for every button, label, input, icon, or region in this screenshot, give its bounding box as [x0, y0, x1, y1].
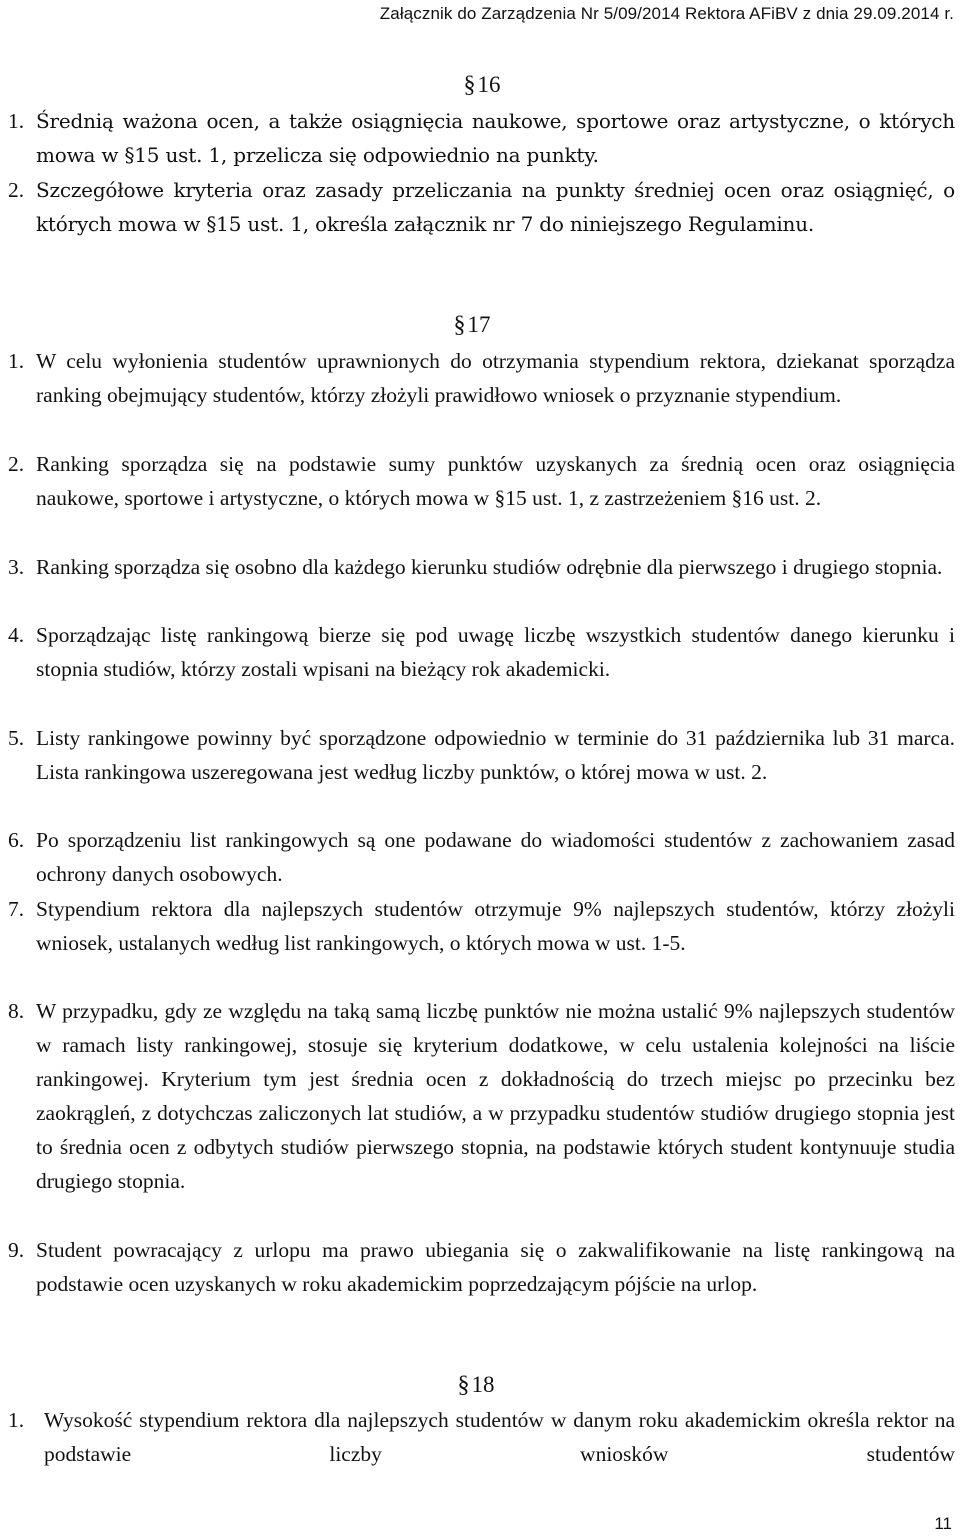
paragraph-number: 8. [8, 999, 25, 1023]
paragraph-number: 1. [8, 349, 25, 373]
paragraph-17-3 [8, 550, 955, 584]
paragraph-number: 2. [8, 178, 25, 202]
paragraph-text: Ranking sporządza się osobno dla każdego kierunku studiów odrębnie dla pierwszego i drugiego stopnia. [36, 555, 943, 579]
section-mark: § [453, 312, 466, 338]
paragraph-number: 1. [8, 109, 25, 133]
paragraph-number: 4. [8, 623, 25, 647]
paragraph-text: Wysokość stypendium rektora dla najlepszych studentów w danym roku akademickim określa rektor na podstawie liczby wniosków studentów [44, 1408, 955, 1466]
section-mark: § [463, 72, 476, 98]
section-number: 18 [471, 1372, 495, 1397]
paragraph-text: Listy rankingowe powinny być sporządzone odpowiednio w terminie do 31 października lub 31 marca. Lista rankingowa uszeregowana jest według liczby punktów, o której mowa w ust. 2. [36, 726, 955, 784]
section-heading-17 [412, 312, 532, 339]
paragraph-text: Student powracający z urlopu ma prawo ubiegania się o zakwalifikowanie na listę rankingową na podstawie ocen uzyskanych w roku akademickim poprzedzającym pójście na urlop. [36, 1238, 955, 1296]
paragraph-17-9 [8, 1233, 955, 1301]
paragraph-text: Szczegółowe kryteria oraz zasady przeliczania na punkty średniej ocen oraz osiągnięć, o których mowa w §15 ust. 1, określa załącznik nr 7 do niniejszego Regulaminu. [36, 178, 955, 236]
paragraph-number: 3. [8, 555, 25, 579]
paragraph-16-1 [8, 104, 955, 172]
paragraph-17-5 [8, 721, 955, 789]
paragraph-text: Ranking sporządza się na podstawie sumy punktów uzyskanych za średnią ocen oraz osiągnięcia naukowe, sportowe i artystyczne, o których mowa w §15 ust. 1, z zastrzeżeniem §16 ust. 2. [36, 452, 955, 510]
section-number: 17 [467, 312, 491, 337]
page-number: 11 [934, 1514, 952, 1533]
document-header: Załącznik do Zarządzenia Nr 5/09/2014 Rektora AFiBV z dnia 29.09.2014 r. [379, 4, 954, 23]
paragraph-number: 9. [8, 1238, 25, 1262]
paragraph-17-1 [8, 344, 955, 412]
paragraph-text: Sporządzając listę rankingową bierze się pod uwagę liczbę wszystkich studentów danego kierunku i stopnia studiów, którzy zostali wpisani na bieżący rok akademicki. [36, 623, 955, 681]
paragraph-number: 7. [8, 897, 25, 921]
paragraph-number: 1. [8, 1408, 25, 1432]
paragraph-18-1 [8, 1403, 955, 1471]
paragraph-17-4 [8, 618, 955, 686]
paragraph-17-7 [8, 892, 955, 960]
section-heading-16 [422, 72, 542, 99]
section-mark: § [457, 1372, 470, 1398]
paragraph-text: Po sporządzeniu list rankingowych są one podawane do wiadomości studentów z zachowaniem zasad ochrony danych osobowych. [36, 828, 955, 886]
paragraph-text: W przypadku, gdy ze względu na taką samą liczbę punktów nie można ustalić 9% najlepszych studentów w ramach listy rankingowej, stosuje się kryterium dodatkowe, w celu ustalenia kolejności na liście rankingowej. Kryterium tym jest średnia ocen z dokładnością do trzech miejsc po przecinku bez zaokrągleń, z dotychczas zaliczonych lat studiów, a w przypadku studentów studiów drugiego stopnia jest to średnia ocen z odbytych studiów pierwszego stopnia, na podstawie których student kontynuuje studia drugiego stopnia. [36, 999, 955, 1193]
paragraph-17-2 [8, 447, 955, 515]
paragraph-number: 2. [8, 452, 25, 476]
paragraph-16-2 [8, 173, 955, 241]
paragraph-text: Stypendium rektora dla najlepszych studentów otrzymuje 9% najlepszych studentów, którzy złożyli wniosek, ustalanych według list rankingowych, o których mowa w ust. 1-5. [36, 897, 955, 955]
paragraph-text: W celu wyłonienia studentów uprawnionych do otrzymania stypendium rektora, dziekanat sporządza ranking obejmujący studentów, którzy złożyli prawidłowo wniosek o przyznanie stypendium. [36, 349, 955, 407]
section-heading-18 [416, 1372, 536, 1399]
paragraph-text: Średnią ważona ocen, a także osiągnięcia naukowe, sportowe oraz artystyczne, o których mowa w §15 ust. 1, przelicza się odpowiednio na punkty. [36, 109, 955, 167]
paragraph-number: 6. [8, 828, 25, 852]
paragraph-17-6 [8, 823, 955, 891]
paragraph-number: 5. [8, 726, 25, 750]
section-number: 16 [477, 72, 501, 97]
paragraph-17-8 [8, 994, 955, 1198]
